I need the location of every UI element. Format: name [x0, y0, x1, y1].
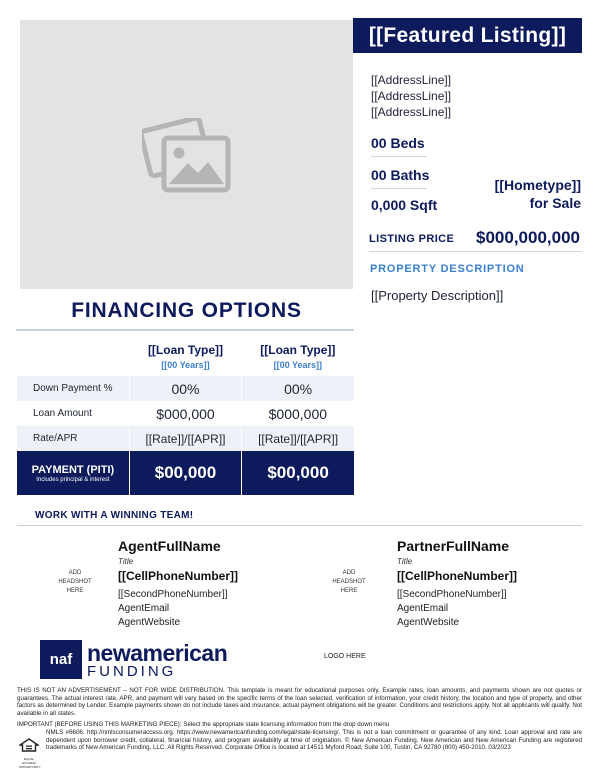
square-footage: 0,000 Sqft: [371, 197, 438, 213]
headshot-text: ADD: [68, 570, 82, 576]
new-american-funding-logo: [40, 640, 227, 679]
rate-apr-row: [17, 426, 354, 451]
row-label: Down Payment %: [17, 376, 129, 401]
payment-label-sub: Includes principal & interest: [36, 476, 110, 483]
address-line-2: [[AddressLine]]: [371, 89, 452, 103]
agent-second-phone: [[SecondPhoneNumber]]: [118, 589, 228, 600]
address-line-3: [[AddressLine]]: [371, 105, 452, 119]
beds-count: 00 Beds: [371, 135, 425, 151]
property-description-label: PROPERTY DESCRIPTION: [370, 263, 525, 275]
partner-headshot-placeholder: [326, 569, 372, 596]
property-photo-placeholder: [20, 20, 353, 289]
divider: [369, 251, 582, 252]
headshot-text: HEADSHOT: [332, 579, 366, 585]
loan-type: [[Loan Type]]: [260, 342, 336, 357]
agent-title: Title: [118, 557, 134, 566]
row-label: Loan Amount: [33, 408, 92, 419]
for-sale-label: for Sale: [529, 195, 581, 211]
headshot-text: HERE: [66, 588, 84, 594]
partner-website: AgentWebsite: [397, 617, 460, 628]
divider: [371, 188, 427, 189]
headshot-text: HERE: [340, 588, 358, 594]
row-value: [[Rate]]/[[APR]]: [129, 426, 241, 451]
loan-type: [[Loan Type]]: [147, 342, 224, 357]
row-value: [[Rate]]/[[APR]]: [242, 426, 354, 451]
listing-price-label: LISTING PRICE: [369, 233, 455, 245]
disclaimer-text: THIS IS NOT AN ADVERTISEMENT – NOT FOR WIDE DISTRIBUTION. This template is meant for educational purposes only. Example rates, loan amounts, and payments shown are not quotes or guarantees. The actual interest rate, APR, and payment will vary based on the specific terms of the loan selected, verification of information, your credit history, the location and type of property, and other factors as determined by Lender. Example payments shown do not include taxes and insurance, actual payment obligations will be greater. Conditions and restrictions apply. Not all applicants will qualify. Not available in all states.: [17, 687, 582, 717]
agent-card: [118, 538, 238, 630]
naf-word-1: newamerican: [87, 639, 228, 666]
loan-years: [[00 Years]]: [273, 359, 323, 370]
loan-column-1-header: [129, 336, 241, 376]
payment-label: [17, 451, 129, 495]
financing-table: [17, 336, 354, 495]
partner-second-phone: [[SecondPhoneNumber]]: [397, 589, 507, 600]
row-value: $000,000: [156, 405, 215, 422]
address-line-1: [[AddressLine]]: [371, 73, 452, 87]
team-title: WORK WITH A WINNING TEAM!: [35, 510, 194, 521]
baths-count: 00 Baths: [371, 167, 430, 183]
headshot-text: ADD: [342, 570, 356, 576]
financing-header-row: [17, 336, 354, 376]
equal-housing-label: EQUAL HOUSING OPPORTUNITY: [19, 757, 41, 769]
row-value: 00%: [129, 376, 241, 401]
property-description-text: [[Property Description]]: [371, 288, 504, 303]
row-value: 00%: [242, 376, 354, 401]
nmls-licensing-text: NMLS #6606. http://nmlsconsumeraccess.org. https://www.newamericanfunding.com/legal/state-licensing/. This is not a loan commitment or guarantee of any kind. Loan approval and rate are dependent upon borrower credit, collateral, financial history, and program availability at time of origination. © New American Funding. New American and New American Funding are registered trademarks of New American Funding, LLC. All Rights Reserved. Corporate Office is located at 14511 Myford Road, Suite 100, Tustin, CA 92780 (800) 450-2010. 03/2023: [46, 729, 582, 752]
loan-amount-row: [17, 401, 354, 426]
naf-word-2: FUNDING: [87, 662, 177, 680]
down-payment-row: [17, 376, 354, 401]
financing-options-title: FINANCING OPTIONS: [71, 299, 302, 322]
partner-card: [397, 538, 517, 630]
agent-website: AgentWebsite: [118, 617, 181, 628]
listing-price-value: $000,000,000: [476, 228, 580, 247]
partner-email: AgentEmail: [397, 603, 449, 614]
home-type-value: [[Hometype]]: [494, 177, 581, 193]
payment-row: [17, 451, 354, 495]
row-value: $000,000: [268, 405, 328, 422]
agent-cell-phone: [[CellPhoneNumber]]: [118, 569, 238, 583]
agent-name: AgentFullName: [118, 538, 221, 554]
payment-value: $00,000: [242, 451, 354, 495]
loan-column-2-header: [242, 336, 354, 376]
headshot-text: HEADSHOT: [58, 579, 92, 585]
divider: [371, 156, 427, 157]
row-label: Rate/APR: [17, 426, 129, 451]
featured-listing-banner: [[Featured Listing]]: [353, 18, 582, 53]
equal-housing-icon: [19, 738, 39, 752]
naf-mark: naf: [40, 640, 82, 679]
loan-years: [[00 Years]]: [161, 359, 210, 370]
equal-housing-logo: [19, 738, 39, 769]
divider: [16, 329, 354, 331]
partner-logo-placeholder: LOGO HERE: [324, 653, 366, 660]
important-note: IMPORTANT (BEFORE USING THIS MARKETING PIECE): Select the appropriate state licensing information from the drop down menu: [17, 721, 390, 728]
agent-headshot-placeholder: [52, 569, 98, 596]
partner-name: PartnerFullName: [397, 538, 510, 554]
payment-label-main: PAYMENT (PITI): [31, 463, 115, 476]
payment-value: $00,000: [129, 451, 241, 495]
agent-email: AgentEmail: [118, 603, 170, 614]
naf-wordmark: [87, 641, 227, 679]
image-placeholder-icon: [142, 118, 232, 194]
divider: [17, 525, 582, 526]
partner-cell-phone: [[CellPhoneNumber]]: [397, 569, 517, 583]
home-type: [495, 176, 581, 212]
partner-title: Title: [397, 557, 413, 566]
